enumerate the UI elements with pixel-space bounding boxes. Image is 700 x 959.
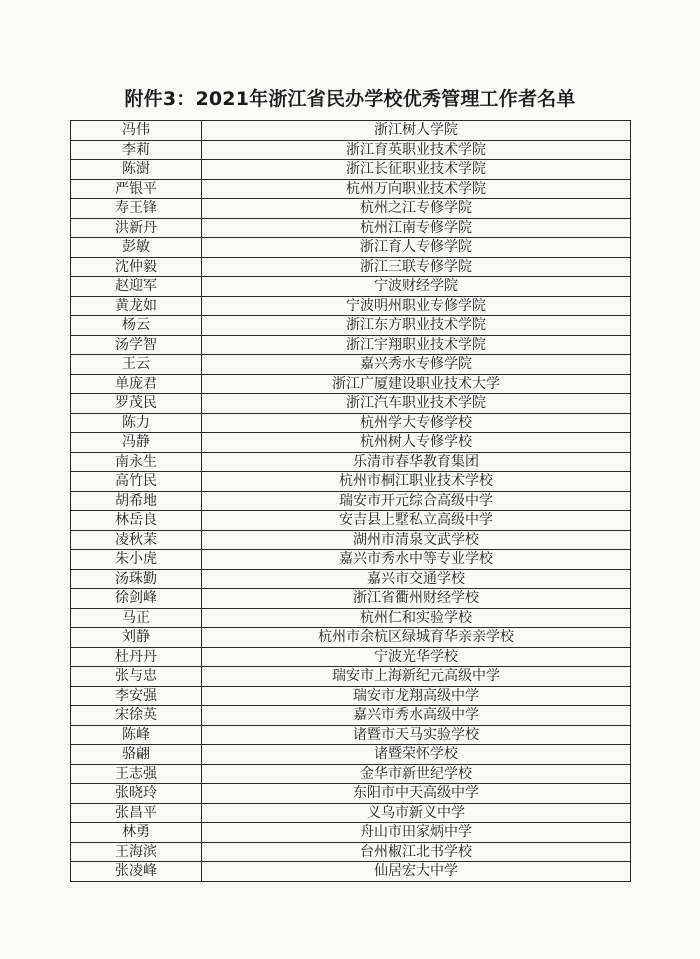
person-name-cell: 凌秋茉 <box>71 530 202 550</box>
school-name-cell: 嘉兴市秀水高级中学 <box>202 706 631 726</box>
school-name-cell: 浙江省衢州财经学校 <box>202 589 631 609</box>
person-name-cell: 彭敏 <box>71 238 202 258</box>
person-name-cell: 汤珠勤 <box>71 569 202 589</box>
table-row <box>71 647 631 667</box>
person-name-cell: 杜丹丹 <box>71 647 202 667</box>
school-name-cell: 诸暨市天马实验学校 <box>202 725 631 745</box>
table-row <box>71 433 631 453</box>
person-name-cell: 汤学智 <box>71 335 202 355</box>
person-name-cell: 李莉 <box>71 140 202 160</box>
table-row <box>71 667 631 687</box>
school-name-cell: 浙江东方职业技术学院 <box>202 316 631 336</box>
school-name-cell: 诸暨荣怀学校 <box>202 745 631 765</box>
school-name-cell: 浙江广厦建设职业技术大学 <box>202 374 631 394</box>
table-row <box>71 550 631 570</box>
school-name-cell: 浙江树人学院 <box>202 121 631 141</box>
table-row <box>71 686 631 706</box>
table-row <box>71 803 631 823</box>
table-row <box>71 374 631 394</box>
table-row <box>71 238 631 258</box>
school-name-cell: 嘉兴市交通学校 <box>202 569 631 589</box>
school-name-cell: 瑞安市上海新纪元高级中学 <box>202 667 631 687</box>
table-row <box>71 608 631 628</box>
person-name-cell: 林勇 <box>71 823 202 843</box>
school-name-cell: 宁波财经学院 <box>202 277 631 297</box>
table-row <box>71 530 631 550</box>
school-name-cell: 浙江宇翔职业技术学院 <box>202 335 631 355</box>
person-name-cell: 寿王锋 <box>71 199 202 219</box>
school-name-cell: 舟山市田家炳中学 <box>202 823 631 843</box>
school-name-cell: 瑞安市开元综合高级中学 <box>202 491 631 511</box>
person-name-cell: 王志强 <box>71 764 202 784</box>
person-name-cell: 宋徐英 <box>71 706 202 726</box>
table-row <box>71 355 631 375</box>
table-row <box>71 218 631 238</box>
table-row <box>71 589 631 609</box>
table-row <box>71 394 631 414</box>
person-name-cell: 陈峰 <box>71 725 202 745</box>
table-row <box>71 472 631 492</box>
table-row <box>71 179 631 199</box>
school-name-cell: 宁波光华学校 <box>202 647 631 667</box>
person-name-cell: 黄龙如 <box>71 296 202 316</box>
person-name-cell: 骆翩 <box>71 745 202 765</box>
school-name-cell: 嘉兴市秀水中等专业学校 <box>202 550 631 570</box>
school-name-cell: 浙江长征职业技术学院 <box>202 160 631 180</box>
table-row <box>71 199 631 219</box>
person-name-cell: 严银平 <box>71 179 202 199</box>
school-name-cell: 东阳市中天高级中学 <box>202 784 631 804</box>
table-row <box>71 296 631 316</box>
table-row <box>71 511 631 531</box>
person-name-cell: 罗茂民 <box>71 394 202 414</box>
school-name-cell: 杭州万向职业技术学院 <box>202 179 631 199</box>
school-name-cell: 乐清市春华教育集团 <box>202 452 631 472</box>
table-row <box>71 725 631 745</box>
person-name-cell: 徐剑峰 <box>71 589 202 609</box>
person-name-cell: 刘静 <box>71 628 202 648</box>
person-name-cell: 林岳良 <box>71 511 202 531</box>
table-row <box>71 745 631 765</box>
person-name-cell: 冯伟 <box>71 121 202 141</box>
school-name-cell: 台州椒江北书学校 <box>202 842 631 862</box>
person-name-cell: 冯静 <box>71 433 202 453</box>
table-row <box>71 121 631 141</box>
school-name-cell: 仙居宏大中学 <box>202 862 631 882</box>
person-name-cell: 杨云 <box>71 316 202 336</box>
school-name-cell: 湖州市清泉文武学校 <box>202 530 631 550</box>
table-row <box>71 413 631 433</box>
school-name-cell: 义乌市新义中学 <box>202 803 631 823</box>
roster-table <box>70 120 631 882</box>
person-name-cell: 胡希地 <box>71 491 202 511</box>
table-row <box>71 257 631 277</box>
table-row <box>71 140 631 160</box>
table-row <box>71 823 631 843</box>
school-name-cell: 嘉兴秀水专修学院 <box>202 355 631 375</box>
school-name-cell: 浙江育人专修学院 <box>202 238 631 258</box>
table-row <box>71 569 631 589</box>
school-name-cell: 浙江汽车职业技术学院 <box>202 394 631 414</box>
person-name-cell: 洪新丹 <box>71 218 202 238</box>
table-row <box>71 784 631 804</box>
table-row <box>71 842 631 862</box>
person-name-cell: 南永生 <box>71 452 202 472</box>
person-name-cell: 陈力 <box>71 413 202 433</box>
table-row <box>71 764 631 784</box>
table-row <box>71 706 631 726</box>
school-name-cell: 杭州之江专修学院 <box>202 199 631 219</box>
school-name-cell: 杭州树人专修学校 <box>202 433 631 453</box>
table-row <box>71 491 631 511</box>
person-name-cell: 李安强 <box>71 686 202 706</box>
table-row <box>71 335 631 355</box>
school-name-cell: 瑞安市龙翔高级中学 <box>202 686 631 706</box>
person-name-cell: 张与忠 <box>71 667 202 687</box>
school-name-cell: 杭州学大专修学校 <box>202 413 631 433</box>
document-title: 附件3：2021年浙江省民办学校优秀管理工作者名单 <box>124 88 576 110</box>
person-name-cell: 张昌平 <box>71 803 202 823</box>
person-name-cell: 赵迎军 <box>71 277 202 297</box>
table-row <box>71 452 631 472</box>
school-name-cell: 浙江育英职业技术学院 <box>202 140 631 160</box>
person-name-cell: 朱小虎 <box>71 550 202 570</box>
school-name-cell: 杭州市桐江职业技术学校 <box>202 472 631 492</box>
person-name-cell: 高竹民 <box>71 472 202 492</box>
person-name-cell: 沈仲毅 <box>71 257 202 277</box>
person-name-cell: 王云 <box>71 355 202 375</box>
table-row <box>71 862 631 882</box>
school-name-cell: 杭州江南专修学院 <box>202 218 631 238</box>
school-name-cell: 宁波明州职业专修学院 <box>202 296 631 316</box>
school-name-cell: 杭州仁和实验学校 <box>202 608 631 628</box>
roster-table-body <box>71 121 631 882</box>
person-name-cell: 王海滨 <box>71 842 202 862</box>
school-name-cell: 浙江三联专修学院 <box>202 257 631 277</box>
table-row <box>71 277 631 297</box>
person-name-cell: 张凌峰 <box>71 862 202 882</box>
person-name-cell: 陈澍 <box>71 160 202 180</box>
table-row <box>71 628 631 648</box>
school-name-cell: 安吉县上墅私立高级中学 <box>202 511 631 531</box>
person-name-cell: 单庞君 <box>71 374 202 394</box>
table-row <box>71 160 631 180</box>
table-row <box>71 316 631 336</box>
school-name-cell: 金华市新世纪学校 <box>202 764 631 784</box>
school-name-cell: 杭州市余杭区绿城育华亲亲学校 <box>202 628 631 648</box>
person-name-cell: 张晓玲 <box>71 784 202 804</box>
person-name-cell: 马正 <box>71 608 202 628</box>
